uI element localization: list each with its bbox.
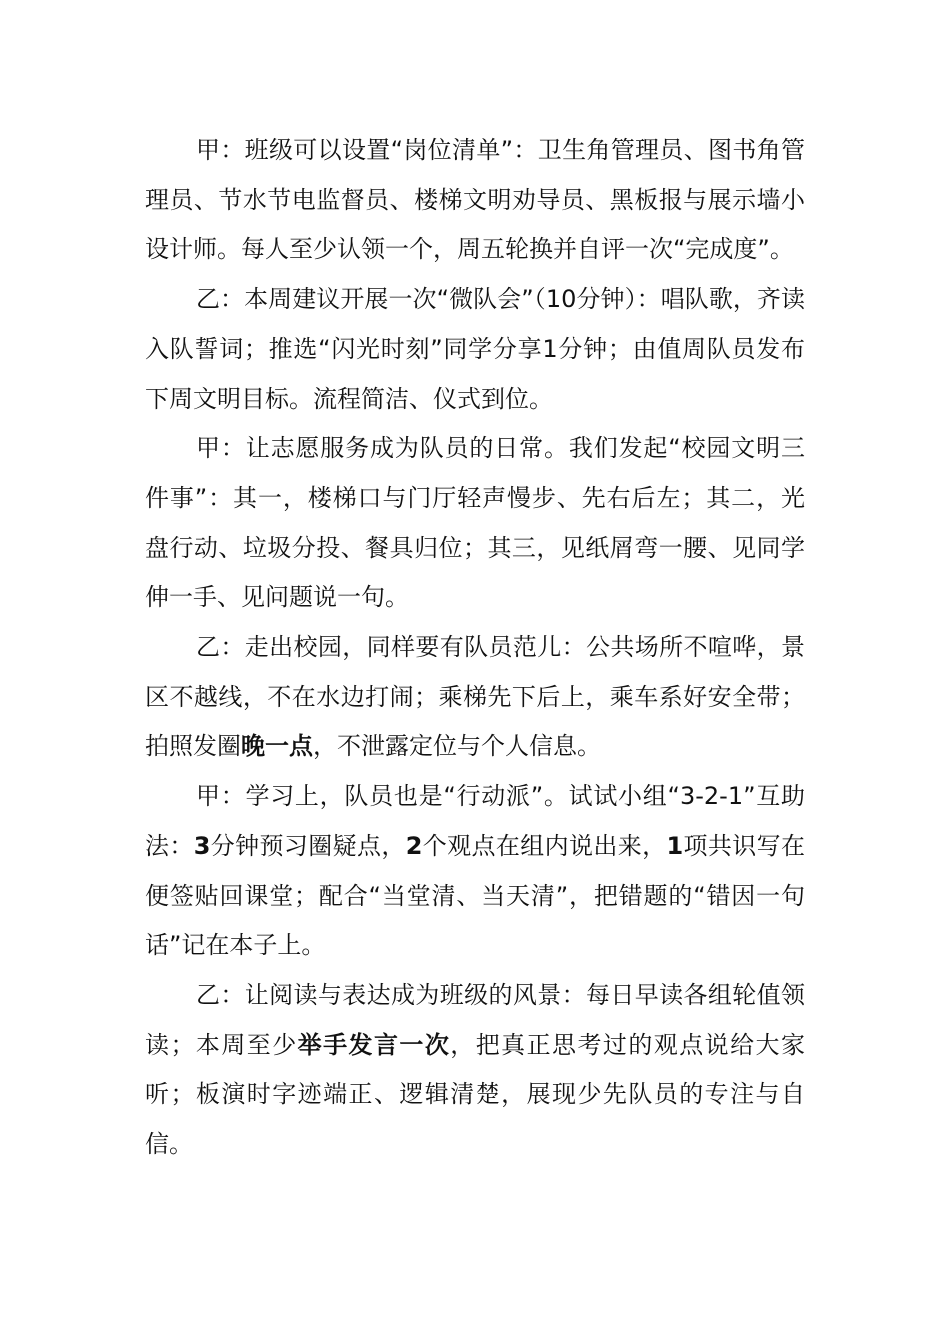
paragraph-text: 分钟预习圈疑点， [210, 831, 406, 860]
bold-number: 2 [405, 831, 423, 860]
paragraph-text: 乙：本周建议开展一次“微队会”（10分钟）：唱队歌，齐读入队誓词；推选“闪光时刻”同学分享1分钟；由值周队员发布下周文明目标。流程简洁、仪式到位。 [145, 285, 805, 413]
paragraph-text: 甲：学习上，队员也是“行动派”。试试小组“3-2-1”互助法： [145, 782, 805, 860]
paragraph-4 [145, 623, 805, 772]
document-body [145, 126, 805, 1170]
paragraph-text: 甲：让志愿服务成为队员的日常。我们发起“校园文明三件事”：其一，楼梯口与门厅轻声慢步、先右后左；其二，光盘行动、垃圾分投、餐具归位；其三，见纸屑弯一腰、见同学伸一手、见问题说一句。 [145, 434, 805, 612]
paragraph-text: 乙：走出校园，同样要有队员范儿：公共场所不喧哗，景区不越线，不在水边打闹；乘梯先下后上，乘车系好安全带；拍照发圈 [145, 633, 805, 761]
paragraph-2 [145, 275, 805, 424]
paragraph-text: 乙：让阅读与表达成为班级的风景：每日早读各组轮值领读；本周至少 [145, 980, 805, 1059]
bold-number: 1 [666, 831, 684, 860]
bold-emphasis: 晚一点 [241, 732, 313, 761]
paragraph-6 [145, 971, 805, 1170]
paragraph-5 [145, 772, 805, 971]
paragraph-text: 项共识写在便签贴回课堂；配合“当堂清、当天清”，把错题的“错因一句话”记在本子上。 [145, 831, 806, 960]
paragraph-text: ，不泄露定位与个人信息。 [313, 732, 601, 761]
paragraph-text: 甲：班级可以设置“岗位清单”：卫生角管理员、图书角管理员、节水节电监督员、楼梯文明劝导员、黑板报与展示墙小设计师。每人至少认领一个，周五轮换并自评一次“完成度”。 [145, 136, 805, 264]
paragraph-text: 个观点在组内说出来， [422, 831, 667, 860]
paragraph-1 [145, 126, 805, 275]
paragraph-text: ，把真正思考过的观点说给大家听；板演时字迹端正、逻辑清楚，展现少先队员的专注与自信。 [145, 1030, 806, 1159]
paragraph-3 [145, 424, 805, 623]
bold-number: 3 [193, 831, 211, 860]
bold-emphasis: 举手发言一次 [297, 1030, 451, 1059]
